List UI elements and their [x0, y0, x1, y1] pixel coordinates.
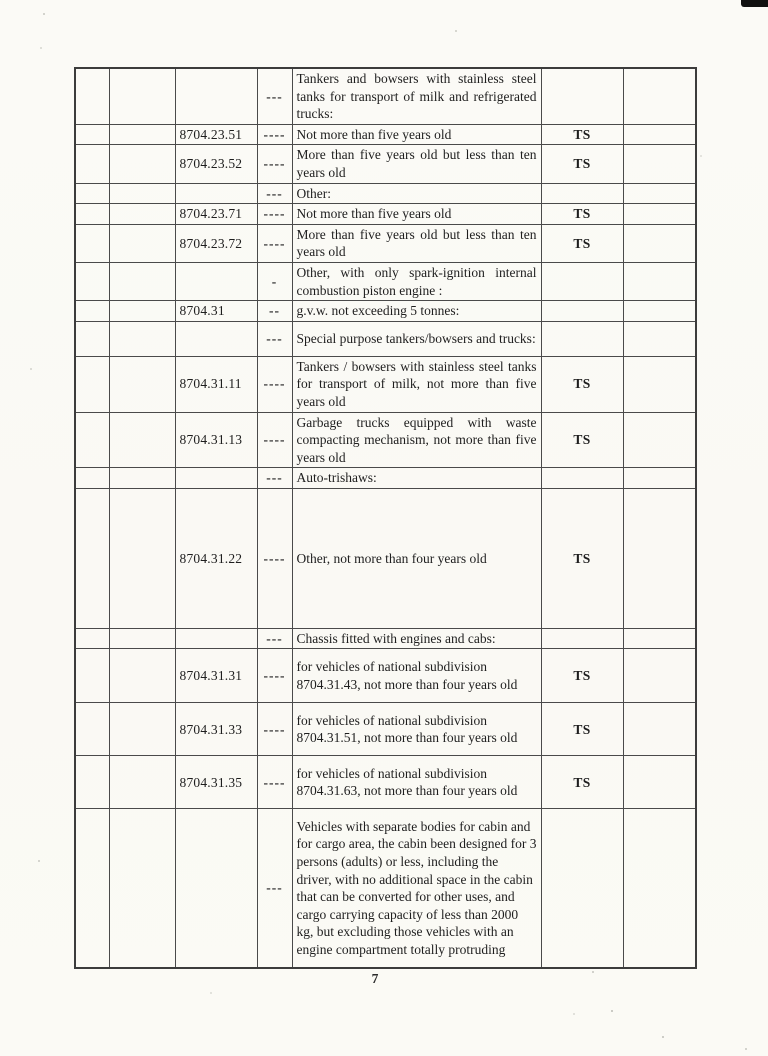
cell-tariff-status — [541, 68, 623, 124]
cell-col-1 — [75, 412, 109, 468]
table-row — [75, 301, 696, 322]
scan-noise-specks — [0, 0, 2, 2]
table-row — [75, 488, 696, 628]
cell-description: Not more than five years old — [292, 204, 541, 225]
cell-col-7 — [623, 262, 696, 300]
table-row — [75, 321, 696, 356]
cell-indent-level: --- — [257, 628, 292, 649]
cell-col-7 — [623, 628, 696, 649]
table-row — [75, 224, 696, 262]
cell-col-1 — [75, 649, 109, 703]
cell-col-1 — [75, 809, 109, 968]
cell-tariff-status: TS — [541, 703, 623, 756]
cell-indent-level: --- — [257, 468, 292, 489]
cell-col-2 — [109, 412, 175, 468]
cell-col-1 — [75, 124, 109, 145]
cell-description: Auto-trishaws: — [292, 468, 541, 489]
cell-hs-code: 8704.31.22 — [175, 488, 257, 628]
tariff-table — [74, 67, 697, 969]
cell-tariff-status: TS — [541, 204, 623, 225]
cell-indent-level: ---- — [257, 703, 292, 756]
table-row — [75, 756, 696, 809]
cell-indent-level: ---- — [257, 145, 292, 183]
cell-tariff-status: TS — [541, 224, 623, 262]
cell-tariff-status — [541, 468, 623, 489]
cell-tariff-status: TS — [541, 488, 623, 628]
cell-indent-level: --- — [257, 321, 292, 356]
cell-description: Garbage trucks equipped with waste compacting mechanism, not more than five years old — [292, 412, 541, 468]
cell-indent-level: --- — [257, 183, 292, 204]
cell-hs-code: 8704.31.11 — [175, 356, 257, 412]
cell-col-7 — [623, 756, 696, 809]
cell-indent-level: ---- — [257, 488, 292, 628]
cell-description: Chassis fitted with engines and cabs: — [292, 628, 541, 649]
cell-col-2 — [109, 183, 175, 204]
cell-hs-code — [175, 809, 257, 968]
cell-hs-code — [175, 183, 257, 204]
cell-description: g.v.w. not exceeding 5 tonnes: — [292, 301, 541, 322]
cell-col-1 — [75, 262, 109, 300]
cell-indent-level: --- — [257, 68, 292, 124]
cell-description: Special purpose tankers/bowsers and trucks: — [292, 321, 541, 356]
cell-indent-level: ---- — [257, 649, 292, 703]
cell-col-7 — [623, 412, 696, 468]
cell-indent-level: ---- — [257, 412, 292, 468]
cell-col-2 — [109, 756, 175, 809]
cell-col-7 — [623, 703, 696, 756]
cell-col-7 — [623, 301, 696, 322]
cell-indent-level: ---- — [257, 756, 292, 809]
cell-col-7 — [623, 204, 696, 225]
table-row — [75, 649, 696, 703]
scan-artifact-corner — [741, 0, 768, 7]
cell-indent-level: ---- — [257, 224, 292, 262]
page-number: 7 — [371, 971, 379, 986]
cell-description: Tankers and bowsers with stainless steel tanks for transport of milk and refrigerated trucks: — [292, 68, 541, 124]
cell-description: Vehicles with separate bodies for cabin and for cargo area, the cabin been designed for 3 persons (adults) or less, including the driver, with no additional space in the cabin that can be converted for other uses, and cargo carrying capacity of less than 2000 kg, but excluding those vehicles with an engine compartment totally protruding — [292, 809, 541, 968]
cell-tariff-status — [541, 262, 623, 300]
cell-col-2 — [109, 468, 175, 489]
cell-col-1 — [75, 68, 109, 124]
cell-description: for vehicles of national subdivision 8704.31.43, not more than four years old — [292, 649, 541, 703]
cell-col-2 — [109, 809, 175, 968]
cell-col-1 — [75, 183, 109, 204]
tariff-table-body — [75, 68, 696, 968]
cell-description: for vehicles of national subdivision 8704.31.63, not more than four years old — [292, 756, 541, 809]
cell-indent-level: ---- — [257, 356, 292, 412]
cell-description: More than five years old but less than ten years old — [292, 145, 541, 183]
cell-col-1 — [75, 321, 109, 356]
cell-description: Not more than five years old — [292, 124, 541, 145]
cell-col-7 — [623, 468, 696, 489]
table-row — [75, 204, 696, 225]
table-row — [75, 809, 696, 968]
table-row — [75, 262, 696, 300]
cell-col-2 — [109, 224, 175, 262]
cell-col-2 — [109, 628, 175, 649]
cell-col-7 — [623, 649, 696, 703]
cell-col-2 — [109, 124, 175, 145]
table-row — [75, 703, 696, 756]
cell-col-2 — [109, 356, 175, 412]
cell-col-1 — [75, 224, 109, 262]
cell-col-1 — [75, 703, 109, 756]
cell-hs-code — [175, 628, 257, 649]
cell-col-2 — [109, 262, 175, 300]
cell-col-1 — [75, 145, 109, 183]
cell-indent-level: -- — [257, 301, 292, 322]
cell-col-2 — [109, 703, 175, 756]
cell-col-7 — [623, 68, 696, 124]
cell-hs-code: 8704.23.51 — [175, 124, 257, 145]
cell-description: for vehicles of national subdivision 8704.31.51, not more than four years old — [292, 703, 541, 756]
cell-hs-code — [175, 468, 257, 489]
cell-tariff-status: TS — [541, 756, 623, 809]
cell-col-7 — [623, 124, 696, 145]
table-row — [75, 183, 696, 204]
table-row — [75, 124, 696, 145]
cell-col-2 — [109, 204, 175, 225]
cell-tariff-status: TS — [541, 124, 623, 145]
cell-hs-code — [175, 321, 257, 356]
cell-col-1 — [75, 301, 109, 322]
cell-description: More than five years old but less than ten years old — [292, 224, 541, 262]
cell-col-1 — [75, 756, 109, 809]
cell-hs-code — [175, 262, 257, 300]
cell-hs-code: 8704.31.13 — [175, 412, 257, 468]
cell-tariff-status — [541, 183, 623, 204]
cell-tariff-status: TS — [541, 356, 623, 412]
cell-description: Tankers / bowsers with stainless steel tanks for transport of milk, not more than five years old — [292, 356, 541, 412]
cell-tariff-status — [541, 321, 623, 356]
table-row — [75, 628, 696, 649]
cell-col-2 — [109, 145, 175, 183]
cell-hs-code: 8704.23.72 — [175, 224, 257, 262]
cell-col-1 — [75, 628, 109, 649]
table-row — [75, 412, 696, 468]
cell-col-7 — [623, 488, 696, 628]
cell-col-2 — [109, 649, 175, 703]
cell-tariff-status — [541, 809, 623, 968]
cell-hs-code: 8704.23.52 — [175, 145, 257, 183]
cell-col-1 — [75, 356, 109, 412]
cell-col-1 — [75, 204, 109, 225]
cell-tariff-status — [541, 301, 623, 322]
table-row — [75, 68, 696, 124]
cell-col-2 — [109, 301, 175, 322]
cell-col-7 — [623, 145, 696, 183]
table-row — [75, 356, 696, 412]
cell-indent-level: ---- — [257, 124, 292, 145]
table-row — [75, 145, 696, 183]
cell-col-1 — [75, 468, 109, 489]
cell-col-7 — [623, 224, 696, 262]
cell-description: Other, not more than four years old — [292, 488, 541, 628]
cell-hs-code: 8704.31 — [175, 301, 257, 322]
table-row — [75, 468, 696, 489]
cell-hs-code: 8704.31.31 — [175, 649, 257, 703]
cell-tariff-status: TS — [541, 145, 623, 183]
cell-col-2 — [109, 68, 175, 124]
cell-hs-code — [175, 68, 257, 124]
cell-indent-level: --- — [257, 809, 292, 968]
cell-indent-level: - — [257, 262, 292, 300]
cell-col-2 — [109, 488, 175, 628]
cell-hs-code: 8704.31.33 — [175, 703, 257, 756]
cell-col-2 — [109, 321, 175, 356]
cell-indent-level: ---- — [257, 204, 292, 225]
cell-tariff-status — [541, 628, 623, 649]
cell-tariff-status: TS — [541, 412, 623, 468]
cell-col-7 — [623, 183, 696, 204]
cell-description: Other, with only spark-ignition internal combustion piston engine : — [292, 262, 541, 300]
cell-col-7 — [623, 321, 696, 356]
cell-tariff-status: TS — [541, 649, 623, 703]
cell-col-7 — [623, 356, 696, 412]
cell-col-1 — [75, 488, 109, 628]
cell-col-7 — [623, 809, 696, 968]
cell-description: Other: — [292, 183, 541, 204]
cell-hs-code: 8704.31.35 — [175, 756, 257, 809]
cell-hs-code: 8704.23.71 — [175, 204, 257, 225]
